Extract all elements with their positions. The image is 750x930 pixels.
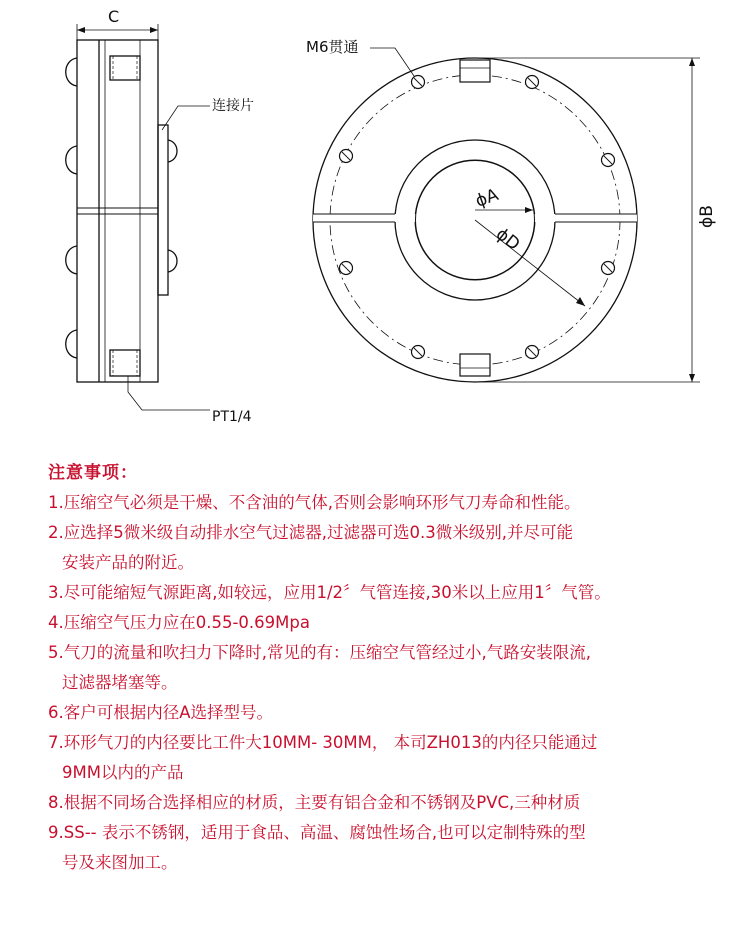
phi-a-label: ϕA: [472, 185, 502, 212]
note-item: [48, 518, 738, 578]
note-text-continued: 过滤器堵塞等。: [62, 673, 178, 692]
note-text: 2.应选择5微米级自动排水空气过滤器,过滤器可选0.3微米级别,并尽可能: [48, 523, 573, 542]
front-view: [300, 48, 700, 382]
phi-d-label: ϕD: [491, 224, 524, 255]
note-item: [48, 818, 738, 878]
m6-label: M6贯通: [306, 38, 359, 56]
phi-b-label: ϕB: [697, 205, 717, 228]
note-text: 7.环形气刀的内径要比工件大10MM- 30MM， 本司ZH013的内径只能通过: [48, 733, 598, 752]
side-view: [66, 24, 210, 410]
note-item: [48, 608, 738, 638]
connector-label: 连接片: [212, 98, 254, 114]
note-item: [48, 728, 738, 788]
dim-c-label: C: [108, 7, 120, 26]
note-text: 5.气刀的流量和吹扫力下降时,常见的有：压缩空气管经过小,气路安装限流,: [48, 643, 591, 662]
note-text: 8.根据不同场合选择相应的材质，主要有铝合金和不锈钢及PVC,三种材质: [48, 793, 581, 812]
note-item: [48, 578, 738, 608]
note-text-continued: 9MM以内的产品: [62, 763, 184, 782]
note-item: [48, 698, 738, 728]
note-text-continued: 安装产品的附近。: [62, 553, 194, 572]
note-text: 4.压缩空气压力应在0.55-0.69Mpa: [48, 613, 310, 632]
note-text-continued: 号及来图加工。: [62, 853, 178, 872]
notes-title: 注意事项：: [48, 463, 138, 483]
pt-port-label: PT1/4: [212, 409, 252, 425]
note-item: [48, 638, 738, 698]
note-text: 6.客户可根据内径A选择型号。: [48, 703, 274, 722]
note-text: 3.尽可能缩短气源距离,如较远，应用1/2〞气管连接,30米以上应用1〞气管。: [48, 583, 611, 602]
technical-drawing: [0, 0, 750, 430]
note-item: [48, 488, 738, 518]
note-text: 9.SS-- 表示不锈钢，适用于食品、高温、腐蚀性场合,也可以定制特殊的型: [48, 823, 586, 842]
note-item: [48, 788, 738, 818]
note-text: 1.压缩空气必须是干燥、不含油的气体,否则会影响环形气刀寿命和性能。: [48, 493, 581, 512]
notes-list: [48, 488, 738, 878]
